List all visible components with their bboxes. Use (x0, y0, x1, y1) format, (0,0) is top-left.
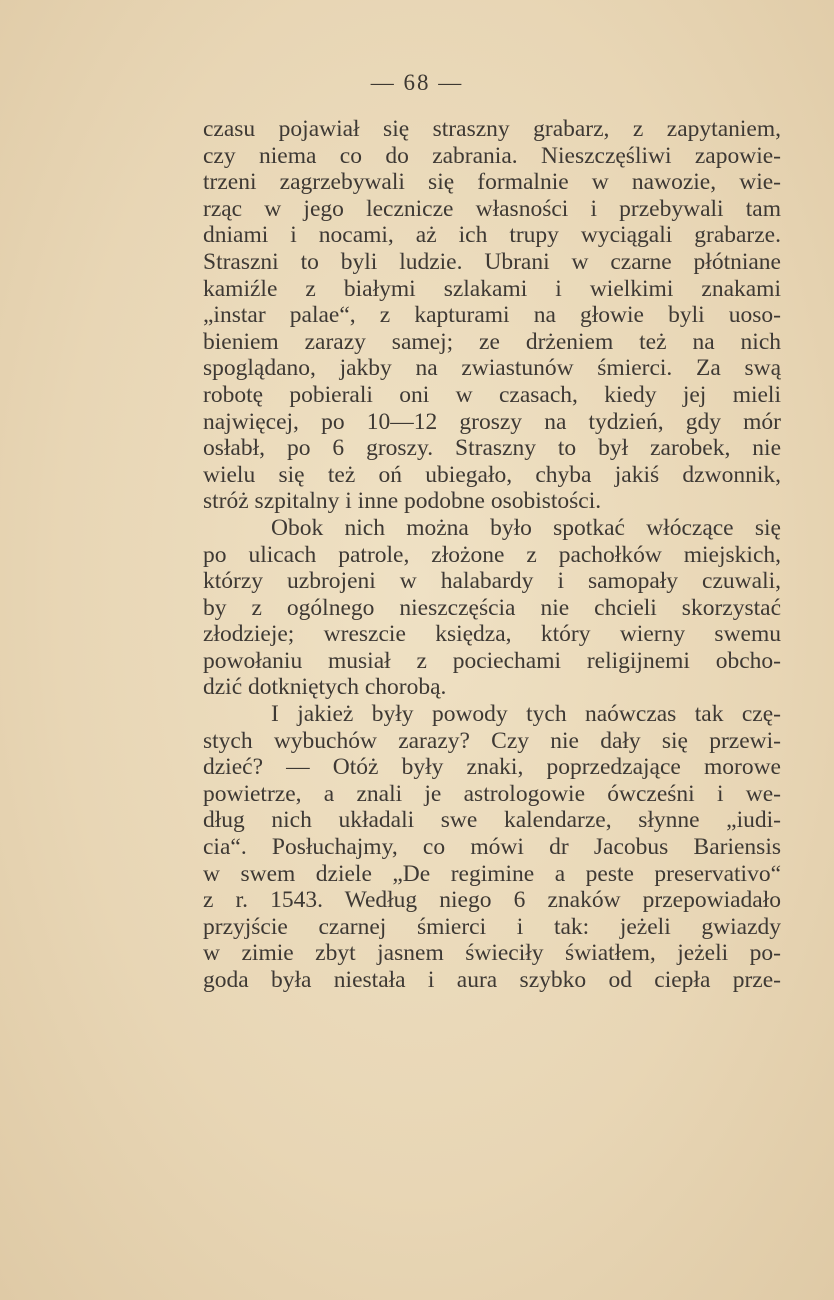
text-line: przyjście czarnej śmierci i tak: jeżeli gwiazdy (203, 913, 781, 940)
text-line: „instar palae“, z kapturami na głowie byli uoso- (203, 302, 781, 329)
text-line: z r. 1543. Według niego 6 znaków przepowiadało (203, 887, 781, 914)
text-line: dzić dotkniętych chorobą. (203, 674, 447, 701)
text-line: trzeni zagrzebywali się formalnie w nawozie, wie- (203, 169, 781, 196)
text-line: spoglądano, jakby na zwiastunów śmierci. Za swą (203, 355, 781, 382)
text-line: by z ogólnego nieszczęścia nie chcieli skorzystać (203, 594, 781, 621)
text-line: Straszni to byli ludzie. Ubrani w czarne płótniane (203, 248, 781, 275)
text-line: dniami i nocami, aż ich trupy wyciągali grabarze. (203, 222, 781, 249)
text-line: czy niema co do zabrania. Nieszczęśliwi zapowie- (203, 142, 781, 169)
text-line: po ulicach patrole, złożone z pachołków miejskich, (203, 541, 781, 568)
text-line: złodzieje; wreszcie księdza, który wierny swemu (203, 621, 781, 648)
text-line: osłabł, po 6 groszy. Straszny to był zarobek, nie (203, 435, 781, 462)
text-line: wielu się też oń ubiegało, chyba jakiś dzwonnik, (203, 461, 781, 488)
text-line: dzieć? — Otóż były znaki, poprzedzające morowe (203, 754, 781, 781)
text-line: powołaniu musiał z pociechami religijnemi obcho- (203, 647, 781, 674)
text-line: rząc w jego lecznicze własności i przebywali tam (203, 195, 781, 222)
text-line: bieniem zarazy samej; ze drżeniem też na nich (203, 328, 781, 355)
text-line: czasu pojawiał się straszny grabarz, z zapytaniem, (203, 116, 781, 142)
text-line: którzy uzbrojeni w halabardy i samopały czuwali, (203, 568, 781, 595)
text-line: powietrze, a znali je astrologowie ówcześni i we- (203, 780, 781, 807)
text-line: cia“. Posłuchajmy, co mówi dr Jacobus Bariensis (203, 834, 781, 861)
page-number: — 68 — (370, 70, 464, 95)
body-text (203, 116, 781, 994)
text-line: kamiźle z białymi szlakami i wielkimi znakami (203, 275, 781, 302)
text-line: stych wybuchów zarazy? Czy nie dały się przewi- (203, 727, 781, 754)
text-line: goda była niestała i aura szybko od ciepła prze- (203, 967, 781, 993)
text-line: najwięcej, po 10—12 groszy na tydzień, gdy mór (203, 408, 781, 435)
text-line: w zimie zbyt jasnem świeciły światłem, jeżeli po- (203, 940, 781, 967)
text-line: dług nich układali swe kalendarze, słynne „iudi- (203, 807, 781, 834)
text-line: stróż szpitalny i inne podobne osobistości. (203, 488, 602, 515)
text-line: I jakież były powody tych naówczas tak czę- (271, 701, 781, 728)
text-line: w swem dziele „De regimine a peste preservativo“ (203, 860, 781, 887)
text-line: Obok nich można było spotkać włóczące się (271, 514, 781, 541)
text-line: robotę pobierali oni w czasach, kiedy jej mieli (203, 381, 781, 408)
